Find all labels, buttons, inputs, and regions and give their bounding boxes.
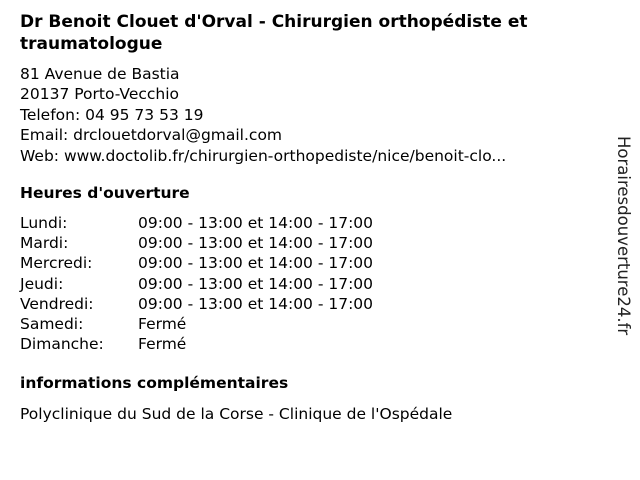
day-label: Vendredi: (20, 294, 94, 313)
opening-hours-heading: Heures d'ouverture (20, 184, 190, 202)
phone-number: Telefon: 04 95 73 53 19 (20, 105, 204, 124)
day-hours: 09:00 - 13:00 et 14:00 - 17:00 (138, 254, 374, 273)
hours-row (20, 253, 373, 273)
hours-row (20, 274, 373, 294)
day-label: Mardi: (20, 234, 69, 253)
opening-hours-table (20, 213, 373, 354)
day-label: Samedi: (20, 315, 84, 334)
day-hours: 09:00 - 13:00 et 14:00 - 17:00 (138, 274, 374, 293)
email-address: Email: drclouetdorval@gmail.com (20, 126, 283, 145)
hours-row (20, 294, 373, 314)
contact-block (20, 64, 506, 166)
additional-info-text: Polyclinique du Sud de la Corse - Clinique de l'Ospédale (20, 405, 453, 423)
day-hours: 09:00 - 13:00 et 14:00 - 17:00 (138, 214, 374, 232)
day-label: Jeudi: (20, 274, 64, 293)
day-label: Dimanche: (20, 335, 104, 354)
city-postcode: 20137 Porto-Vecchio (20, 85, 180, 104)
day-hours: Fermé (138, 335, 187, 354)
page-title: Dr Benoit Clouet d'Orval - Chirurgien orthopédiste et traumatologue (20, 12, 528, 54)
additional-info-heading: informations complémentaires (20, 374, 289, 392)
website-link[interactable]: Web: www.doctolib.fr/chirurgien-orthopediste/nice/benoit-clo... (20, 146, 507, 165)
day-hours: 09:00 - 13:00 et 14:00 - 17:00 (138, 234, 374, 253)
day-label: Lundi: (20, 214, 68, 232)
hours-row (20, 334, 373, 354)
site-watermark: Horairesdouverture24.fr (614, 136, 633, 336)
hours-row (20, 233, 373, 253)
day-hours: Fermé (138, 315, 187, 334)
day-label: Mercredi: (20, 254, 93, 273)
day-hours: 09:00 - 13:00 et 14:00 - 17:00 (138, 294, 374, 313)
hours-row (20, 314, 373, 334)
street-address: 81 Avenue de Bastia (20, 65, 180, 83)
hours-row (20, 213, 373, 233)
